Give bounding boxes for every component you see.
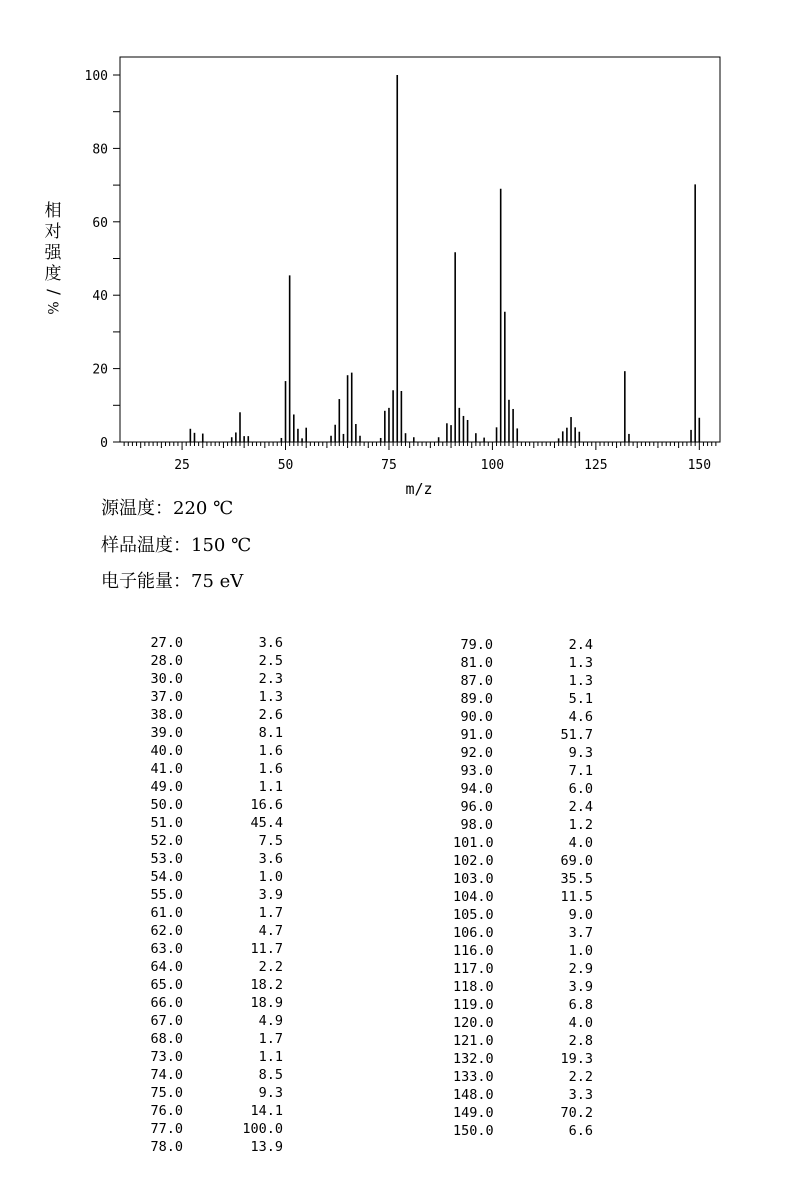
peak-intensity-value: 9.3 — [258, 1085, 283, 1101]
peak-mz-value: 75.0 — [150, 1085, 183, 1101]
peak-mz-value: 121.0 — [453, 1033, 494, 1049]
peak-intensity-value: 4.9 — [258, 1013, 283, 1029]
peak-intensity-value: 6.6 — [568, 1123, 593, 1139]
peak-intensity-value: 45.4 — [250, 815, 283, 831]
peak-table-row — [143, 670, 288, 688]
peak-intensity-value: 7.5 — [258, 833, 283, 849]
peak-intensity-value: 9.3 — [568, 745, 593, 761]
peak-table-row — [453, 924, 598, 942]
peak-table-row — [143, 1012, 288, 1030]
peak-intensity-value: 2.2 — [568, 1069, 593, 1085]
peak-table-row — [453, 744, 598, 762]
peak-mz-value: 40.0 — [150, 743, 183, 759]
peak-intensity-value: 4.7 — [258, 923, 283, 939]
y-axis-label-char: 相 — [44, 201, 62, 221]
peak-table-row — [453, 978, 598, 996]
peak-mz-value: 41.0 — [150, 761, 183, 777]
peak-intensity-value: 4.0 — [568, 1015, 593, 1031]
peak-table-row — [453, 1014, 598, 1032]
peak-bars — [190, 75, 699, 442]
peak-mz-value: 117.0 — [453, 961, 494, 977]
peak-intensity-value: 1.1 — [258, 779, 283, 795]
peak-table-row — [453, 672, 598, 690]
peak-mz-value: 66.0 — [150, 995, 183, 1011]
peak-mz-value: 39.0 — [150, 725, 183, 741]
peak-mz-value: 53.0 — [150, 851, 183, 867]
peak-mz-value: 38.0 — [150, 707, 183, 723]
x-tick-label: 75 — [381, 458, 397, 473]
peak-table-row — [453, 852, 598, 870]
peak-mz-value: 98.0 — [460, 817, 493, 833]
peak-intensity-value: 2.8 — [568, 1033, 593, 1049]
peak-intensity-value: 3.3 — [568, 1087, 593, 1103]
peak-table-row — [143, 1102, 288, 1120]
peak-mz-value: 103.0 — [453, 871, 494, 887]
peak-table-row — [453, 816, 598, 834]
peak-mz-value: 102.0 — [453, 853, 494, 869]
y-tick-label: 60 — [92, 215, 108, 231]
peak-table-row — [453, 1104, 598, 1122]
peak-intensity-value: 11.7 — [250, 941, 283, 957]
y-axis-label-char: / — [43, 289, 63, 295]
peak-mz-value: 149.0 — [453, 1105, 494, 1121]
peak-table-row — [453, 1086, 598, 1104]
peak-mz-value: 37.0 — [150, 689, 183, 705]
peak-mz-value: 51.0 — [150, 815, 183, 831]
peak-table-row — [453, 726, 598, 744]
peak-mz-value: 30.0 — [150, 671, 183, 687]
peak-table-row — [143, 724, 288, 742]
peak-table-row — [143, 886, 288, 904]
source-temperature: 源温度：220 ℃ — [101, 498, 234, 519]
peak-intensity-value: 70.2 — [560, 1105, 593, 1121]
peak-table-row — [453, 654, 598, 672]
peak-table-row — [143, 742, 288, 760]
peak-intensity-value: 4.6 — [568, 709, 593, 725]
peak-table-row — [143, 850, 288, 868]
peak-table-row — [453, 1122, 598, 1140]
peak-table-row — [453, 996, 598, 1014]
peak-intensity-value: 100.0 — [242, 1121, 283, 1137]
peak-mz-value: 55.0 — [150, 887, 183, 903]
peak-table-row — [143, 796, 288, 814]
peak-intensity-value: 1.0 — [258, 869, 283, 885]
peak-table-row — [453, 1050, 598, 1068]
x-tick-label: 100 — [480, 458, 505, 473]
peak-mz-value: 94.0 — [460, 781, 493, 797]
peak-intensity-value: 3.6 — [258, 635, 283, 651]
peak-intensity-value: 9.0 — [568, 907, 593, 923]
peak-mz-value: 78.0 — [150, 1139, 183, 1155]
peak-table-row — [143, 688, 288, 706]
peak-intensity-value: 7.1 — [568, 763, 593, 779]
peak-mz-value: 119.0 — [453, 997, 494, 1013]
peak-table-row — [453, 906, 598, 924]
peak-table-row — [143, 814, 288, 832]
peak-table-row — [143, 1084, 288, 1102]
peak-table-row — [143, 706, 288, 724]
peak-table-row — [143, 922, 288, 940]
peak-mz-value: 79.0 — [460, 637, 493, 653]
electron-energy: 电子能量：75 eV — [101, 571, 244, 592]
peak-intensity-value: 16.6 — [250, 797, 283, 813]
peak-table-row — [143, 1048, 288, 1066]
peak-intensity-value: 3.9 — [258, 887, 283, 903]
x-tick-label: 25 — [174, 458, 190, 473]
peak-intensity-value: 2.9 — [568, 961, 593, 977]
peak-intensity-value: 1.7 — [258, 1031, 283, 1047]
peak-table-row — [453, 690, 598, 708]
y-axis — [85, 69, 120, 451]
y-tick-label: 80 — [92, 142, 108, 158]
peak-mz-value: 76.0 — [150, 1103, 183, 1119]
minor-ticks — [124, 442, 716, 450]
peak-mz-value: 52.0 — [150, 833, 183, 849]
peak-table-row — [143, 976, 288, 994]
peak-intensity-value: 1.6 — [258, 761, 283, 777]
peak-intensity-value: 8.1 — [258, 725, 283, 741]
peak-mz-value: 67.0 — [150, 1013, 183, 1029]
peak-table-row — [453, 636, 598, 654]
peak-intensity-value: 6.0 — [568, 781, 593, 797]
peak-mz-value: 74.0 — [150, 1067, 183, 1083]
peak-table-row — [143, 634, 288, 652]
peak-mz-value: 132.0 — [453, 1051, 494, 1067]
peak-mz-value: 120.0 — [453, 1015, 494, 1031]
peak-mz-value: 81.0 — [460, 655, 493, 671]
peak-mz-value: 91.0 — [460, 727, 493, 743]
peak-intensity-value: 8.5 — [258, 1067, 283, 1083]
x-tick-label: 50 — [277, 458, 294, 473]
peak-intensity-value: 11.5 — [560, 889, 593, 905]
peak-mz-value: 61.0 — [150, 905, 183, 921]
peak-intensity-value: 1.2 — [568, 817, 593, 833]
sample-temperature: 样品温度：150 ℃ — [101, 535, 252, 556]
y-tick-label: 100 — [84, 69, 108, 84]
peak-intensity-value: 2.6 — [258, 707, 283, 723]
peak-table-row — [143, 868, 288, 886]
peak-intensity-value: 69.0 — [560, 853, 593, 869]
peak-mz-value: 104.0 — [453, 889, 494, 905]
peak-mz-value: 118.0 — [453, 979, 494, 995]
peak-mz-value: 101.0 — [453, 835, 494, 851]
peak-table-row — [453, 834, 598, 852]
peak-intensity-value: 3.7 — [568, 925, 593, 941]
peak-mz-value: 62.0 — [150, 923, 183, 939]
peak-intensity-value: 6.8 — [568, 997, 593, 1013]
peak-intensity-value: 1.3 — [568, 673, 593, 689]
peak-table-row — [143, 778, 288, 796]
x-axis — [174, 458, 711, 473]
peak-intensity-value: 18.9 — [250, 995, 283, 1011]
peak-intensity-value: 1.3 — [258, 689, 283, 705]
peak-table-row — [143, 904, 288, 922]
peak-intensity-value: 4.0 — [568, 835, 593, 851]
peak-table-row — [143, 1030, 288, 1048]
peak-mz-value: 150.0 — [453, 1123, 494, 1139]
peak-table-row — [453, 708, 598, 726]
peak-mz-value: 96.0 — [460, 799, 493, 815]
peak-table-row — [143, 1120, 288, 1138]
peak-mz-value: 28.0 — [150, 653, 183, 669]
peak-intensity-value: 1.6 — [258, 743, 283, 759]
peak-table-row — [143, 958, 288, 976]
peak-mz-value: 87.0 — [460, 673, 493, 689]
peak-intensity-value: 2.4 — [568, 799, 593, 815]
peak-table-row — [143, 940, 288, 958]
peak-table-row — [143, 1066, 288, 1084]
peak-intensity-value: 5.1 — [568, 691, 593, 707]
peak-mz-value: 116.0 — [453, 943, 494, 959]
peak-table-row — [453, 1032, 598, 1050]
peak-mz-value: 27.0 — [150, 635, 183, 651]
peak-table-row — [453, 798, 598, 816]
peak-mz-value: 77.0 — [150, 1121, 183, 1137]
peak-mz-value: 133.0 — [453, 1069, 494, 1085]
peak-table-row — [453, 942, 598, 960]
y-axis-label-char: 强 — [44, 243, 62, 263]
y-tick-label: 20 — [92, 362, 108, 378]
peak-mz-value: 64.0 — [150, 959, 183, 975]
peak-intensity-value: 2.5 — [258, 653, 283, 669]
x-axis-label: m/z — [405, 480, 433, 498]
peak-mz-value: 90.0 — [460, 709, 493, 725]
peak-intensity-value: 1.7 — [258, 905, 283, 921]
peak-intensity-value: 35.5 — [560, 871, 593, 887]
peak-table-row — [143, 832, 288, 850]
peak-intensity-value: 3.9 — [568, 979, 593, 995]
peak-mz-value: 65.0 — [150, 977, 183, 993]
peak-table-row — [143, 1138, 288, 1156]
peak-intensity-value: 13.9 — [250, 1139, 283, 1155]
peak-table-row — [453, 960, 598, 978]
peak-table-right — [453, 636, 598, 1140]
peak-intensity-value: 1.0 — [568, 943, 593, 959]
peak-table-row — [143, 652, 288, 670]
peak-mz-value: 148.0 — [453, 1087, 494, 1103]
peak-intensity-value: 18.2 — [250, 977, 283, 993]
y-axis-label-char: % — [44, 301, 60, 315]
peak-mz-value: 49.0 — [150, 779, 183, 795]
peak-table-row — [453, 780, 598, 798]
peak-intensity-value: 2.2 — [258, 959, 283, 975]
y-tick-label: 0 — [100, 436, 108, 451]
peak-mz-value: 89.0 — [460, 691, 493, 707]
y-axis-label-char: 度 — [44, 264, 62, 284]
peak-intensity-value: 2.3 — [258, 671, 283, 687]
peak-mz-value: 73.0 — [150, 1049, 183, 1065]
peak-intensity-value: 1.3 — [568, 655, 593, 671]
peak-intensity-value: 1.1 — [258, 1049, 283, 1065]
peak-intensity-value: 14.1 — [250, 1103, 283, 1119]
peak-table-row — [453, 870, 598, 888]
peak-intensity-value: 3.6 — [258, 851, 283, 867]
peak-table-row — [453, 762, 598, 780]
y-tick-label: 40 — [92, 289, 108, 305]
peak-mz-value: 63.0 — [150, 941, 183, 957]
y-axis-label-char: 对 — [44, 222, 62, 242]
peak-mz-value: 93.0 — [460, 763, 493, 779]
peak-table-row — [143, 760, 288, 778]
peak-intensity-value: 51.7 — [560, 727, 593, 743]
x-tick-label: 150 — [687, 458, 712, 473]
peak-table-left — [143, 634, 288, 1156]
peak-mz-value: 50.0 — [150, 797, 183, 813]
peak-mz-value: 68.0 — [150, 1031, 183, 1047]
peak-mz-value: 92.0 — [460, 745, 493, 761]
peak-intensity-value: 2.4 — [568, 637, 593, 653]
x-tick-label: 125 — [584, 458, 608, 473]
peak-intensity-value: 19.3 — [560, 1051, 593, 1067]
peak-table-row — [453, 1068, 598, 1086]
peak-mz-value: 105.0 — [453, 907, 494, 923]
peak-table-row — [143, 994, 288, 1012]
y-axis-label — [43, 201, 63, 315]
peak-mz-value: 54.0 — [150, 869, 183, 885]
plot-frame — [120, 57, 720, 442]
peak-mz-value: 106.0 — [453, 925, 494, 941]
peak-table-row — [453, 888, 598, 906]
